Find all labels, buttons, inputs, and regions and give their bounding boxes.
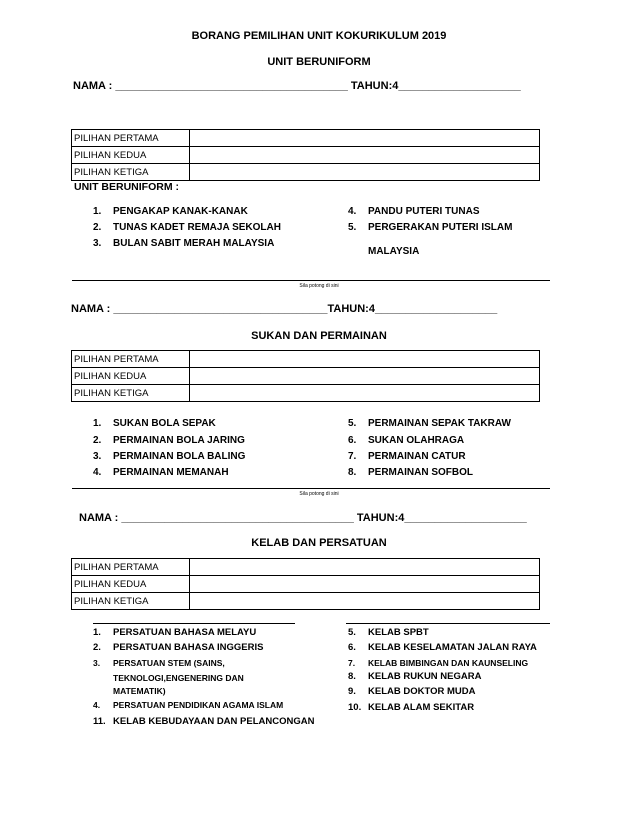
list-item: 8. KELAB RUKUN NEGARA	[348, 671, 482, 682]
list-item: 1. PERSATUAN BAHASA MELAYU	[93, 627, 257, 638]
choice-input[interactable]	[190, 130, 540, 147]
choice-input[interactable]	[190, 351, 540, 368]
list-item: 2. TUNAS KADET REMAJA SEKOLAH	[93, 222, 281, 233]
choice-table-sports	[71, 350, 540, 402]
list-item: 3. BULAN SABIT MERAH MALAYSIA	[93, 238, 275, 249]
list-item: 3. PERSATUAN STEM (SAINS,	[93, 658, 225, 668]
choice-row	[72, 351, 540, 368]
divider	[346, 623, 550, 624]
choice-label: PILIHAN KEDUA	[72, 147, 190, 164]
name-line-uniform[interactable]: NAMA : ______________________________________ TAHUN:4____________________	[73, 80, 521, 92]
list-item: 4. PERSATUAN PENDIDIKAN AGAMA ISLAM	[93, 700, 284, 710]
choice-table-uniform	[71, 129, 540, 181]
list-item-continuation: MATEMATIK)	[113, 686, 166, 696]
list-item: 8. PERMAINAN SOFBOL	[348, 467, 473, 478]
choice-label: PILIHAN KETIGA	[72, 164, 190, 181]
list-item-continuation: TEKNOLOGI,ENGENERING DAN	[113, 673, 244, 683]
choice-label: PILIHAN PERTAMA	[72, 559, 190, 576]
list-item: 5. PERGERAKAN PUTERI ISLAM	[348, 222, 513, 233]
list-item: 2. PERSATUAN BAHASA INGGERIS	[93, 642, 264, 653]
choice-row	[72, 385, 540, 402]
cut-line-label: Sila potong di sini	[299, 283, 339, 289]
choice-row	[72, 593, 540, 610]
section-heading-sports: SUKAN DAN PERMAINAN	[251, 330, 387, 342]
choice-input[interactable]	[190, 147, 540, 164]
list-item: 5. PERMAINAN SEPAK TAKRAW	[348, 418, 511, 429]
list-item: 2. PERMAINAN BOLA JARING	[93, 435, 245, 446]
list-item: 10. KELAB ALAM SEKITAR	[348, 702, 475, 713]
choice-row	[72, 576, 540, 593]
choice-label: PILIHAN KEDUA	[72, 368, 190, 385]
list-item: 7. KELAB BIMBINGAN DAN KAUNSELING	[348, 658, 529, 668]
divider	[93, 623, 295, 624]
choice-input[interactable]	[190, 385, 540, 402]
choice-label: PILIHAN KETIGA	[72, 385, 190, 402]
choice-row	[72, 368, 540, 385]
list-item: 1. PENGAKAP KANAK-KANAK	[93, 206, 248, 217]
choice-table-clubs	[71, 558, 540, 610]
choice-row	[72, 559, 540, 576]
list-item: 5. KELAB SPBT	[348, 627, 429, 638]
list-item-continuation: MALAYSIA	[368, 246, 420, 257]
list-item: 9. KELAB DOKTOR MUDA	[348, 686, 476, 697]
list-item: 6. KELAB KESELAMATAN JALAN RAYA	[348, 642, 537, 653]
choice-input[interactable]	[190, 559, 540, 576]
cut-line	[72, 280, 550, 281]
cut-line	[72, 488, 550, 489]
list-item: 11. KELAB KEBUDAYAAN DAN PELANCONGAN	[93, 716, 315, 727]
choice-row	[72, 147, 540, 164]
name-line-clubs[interactable]: NAMA : ______________________________________ TAHUN:4____________________	[79, 512, 527, 524]
section-heading-clubs: KELAB DAN PERSATUAN	[251, 537, 387, 549]
choice-row	[72, 164, 540, 181]
list-item: 4. PERMAINAN MEMANAH	[93, 467, 229, 478]
choice-row	[72, 130, 540, 147]
form-title: BORANG PEMILIHAN UNIT KOKURIKULUM 2019	[191, 30, 447, 42]
choice-input[interactable]	[190, 576, 540, 593]
list-item: 4. PANDU PUTERI TUNAS	[348, 206, 480, 217]
choice-label: PILIHAN PERTAMA	[72, 130, 190, 147]
choice-input[interactable]	[190, 368, 540, 385]
choice-label: PILIHAN KEDUA	[72, 576, 190, 593]
name-line-sports[interactable]: NAMA : ___________________________________TAHUN:4____________________	[71, 303, 498, 315]
list-label-uniform: UNIT BERUNIFORM :	[74, 181, 179, 193]
list-item: 3. PERMAINAN BOLA BALING	[93, 451, 246, 462]
list-item: 6. SUKAN OLAHRAGA	[348, 435, 465, 446]
choice-label: PILIHAN PERTAMA	[72, 351, 190, 368]
section-heading-uniform: UNIT BERUNIFORM	[267, 56, 371, 68]
cut-line-label: Sila potong di sini	[299, 491, 339, 497]
list-item: 7. PERMAINAN CATUR	[348, 451, 466, 462]
choice-input[interactable]	[190, 593, 540, 610]
list-item: 1. SUKAN BOLA SEPAK	[93, 418, 216, 429]
choice-label: PILIHAN KETIGA	[72, 593, 190, 610]
choice-input[interactable]	[190, 164, 540, 181]
